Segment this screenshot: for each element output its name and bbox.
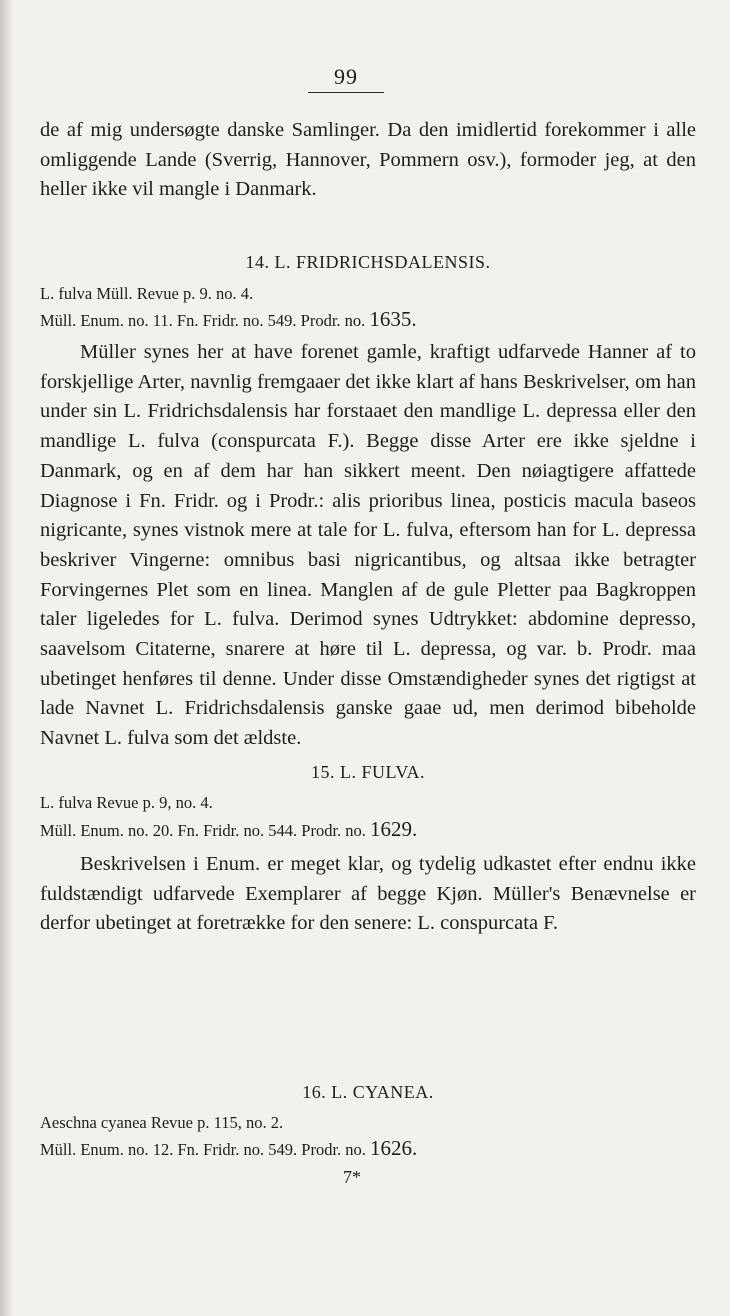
section-14-reference-2 (40, 306, 696, 334)
section-15-body: Beskrivelsen i Enum. er meget klar, og tydelig udkastet efter endnu ikke fuldstændigt udfarvede Exemplarer af begge Kjøn. Müller's Benævnelse er derfor ubetinget at foretrække for den senere: L. conspurcata F. (40, 853, 696, 935)
section-15-heading: 15. L. FULVA. (310, 762, 426, 782)
section-15-reference-1: L. fulva Revue p. 9, no. 4. (40, 793, 213, 812)
section-14-body: Müller synes her at have forenet gamle, kraftigt udfarvede Hanner af to forskjellige Arter, navnlig fremgaaer det ikke klart af hans Beskrivelser, om han under sin L. Fridrichsdalensis har forstaaet den mandlige L. depressa eller den mandlige L. fulva (conspurcata F.). Begge disse Arter ere ikke sjeldne i Danmark, og en af dem har han sikkert meent. Den nøiagtigere affattede Diagnose i Fn. Fridr. og i Prodr.: alis prioribus linea, posticis macula baseos nigricante, synes vistnok mere at tale for L. fulva, eftersom han for L. depressa beskriver Vingerne: omnibus basi nigricantibus, og altsaa ikke betragter Forvingernes Plet som en linea. Manglen af de gule Pletter paa Bagkroppen taler ligeledes for L. fulva. Derimod synes Udtrykket: abdomine depresso, saavelsom Citaterne, snarere at høre til L. depressa, og var. b. Prodr. maa ubetinget henføres til denne. Under disse Omstændigheder synes det rigtigst at lade Navnet L. Fridrichsdalensis ganske gaae ud, men derimod bibeholde Navnet L. fulva som det ældste. (40, 341, 696, 750)
page-edge-shadow (0, 0, 14, 1316)
page-number: 99 (308, 64, 384, 93)
section-16-reference-2 (40, 1135, 696, 1163)
section-15-prodr-number: 1629. (370, 817, 418, 841)
section-16-prodr-number: 1626. (370, 1136, 418, 1160)
intro-paragraph: de af mig undersøgte danske Samlinger. Da den imidlertid forekommer i alle omliggende Lande (Sverrig, Hannover, Pommern osv.), formoder jeg, at den heller ikke vil mangle i Danmark. (40, 119, 696, 201)
section-14-prodr-number: 1635. (369, 307, 417, 331)
signature-mark: 7* (343, 1167, 361, 1187)
section-14-reference-1: L. fulva Müll. Revue p. 9. no. 4. (40, 284, 254, 303)
section-16-reference-1: Aeschna cyanea Revue p. 115, no. 2. (40, 1113, 284, 1132)
section-14-heading: 14. L. FRIDRICHSDALENSIS. (245, 252, 491, 272)
section-15-reference-2 (40, 816, 696, 844)
section-14-reference-2-text: Müll. Enum. no. 11. Fn. Fridr. no. 549. Prodr. no. (40, 311, 366, 330)
section-16-heading: 16. L. CYANEA. (302, 1082, 434, 1102)
section-15-reference-2-text: Müll. Enum. no. 20. Fn. Fridr. no. 544. Prodr. no. (40, 821, 366, 840)
section-16-reference-2-text: Müll. Enum. no. 12. Fn. Fridr. no. 549. Prodr. no. (40, 1140, 366, 1159)
